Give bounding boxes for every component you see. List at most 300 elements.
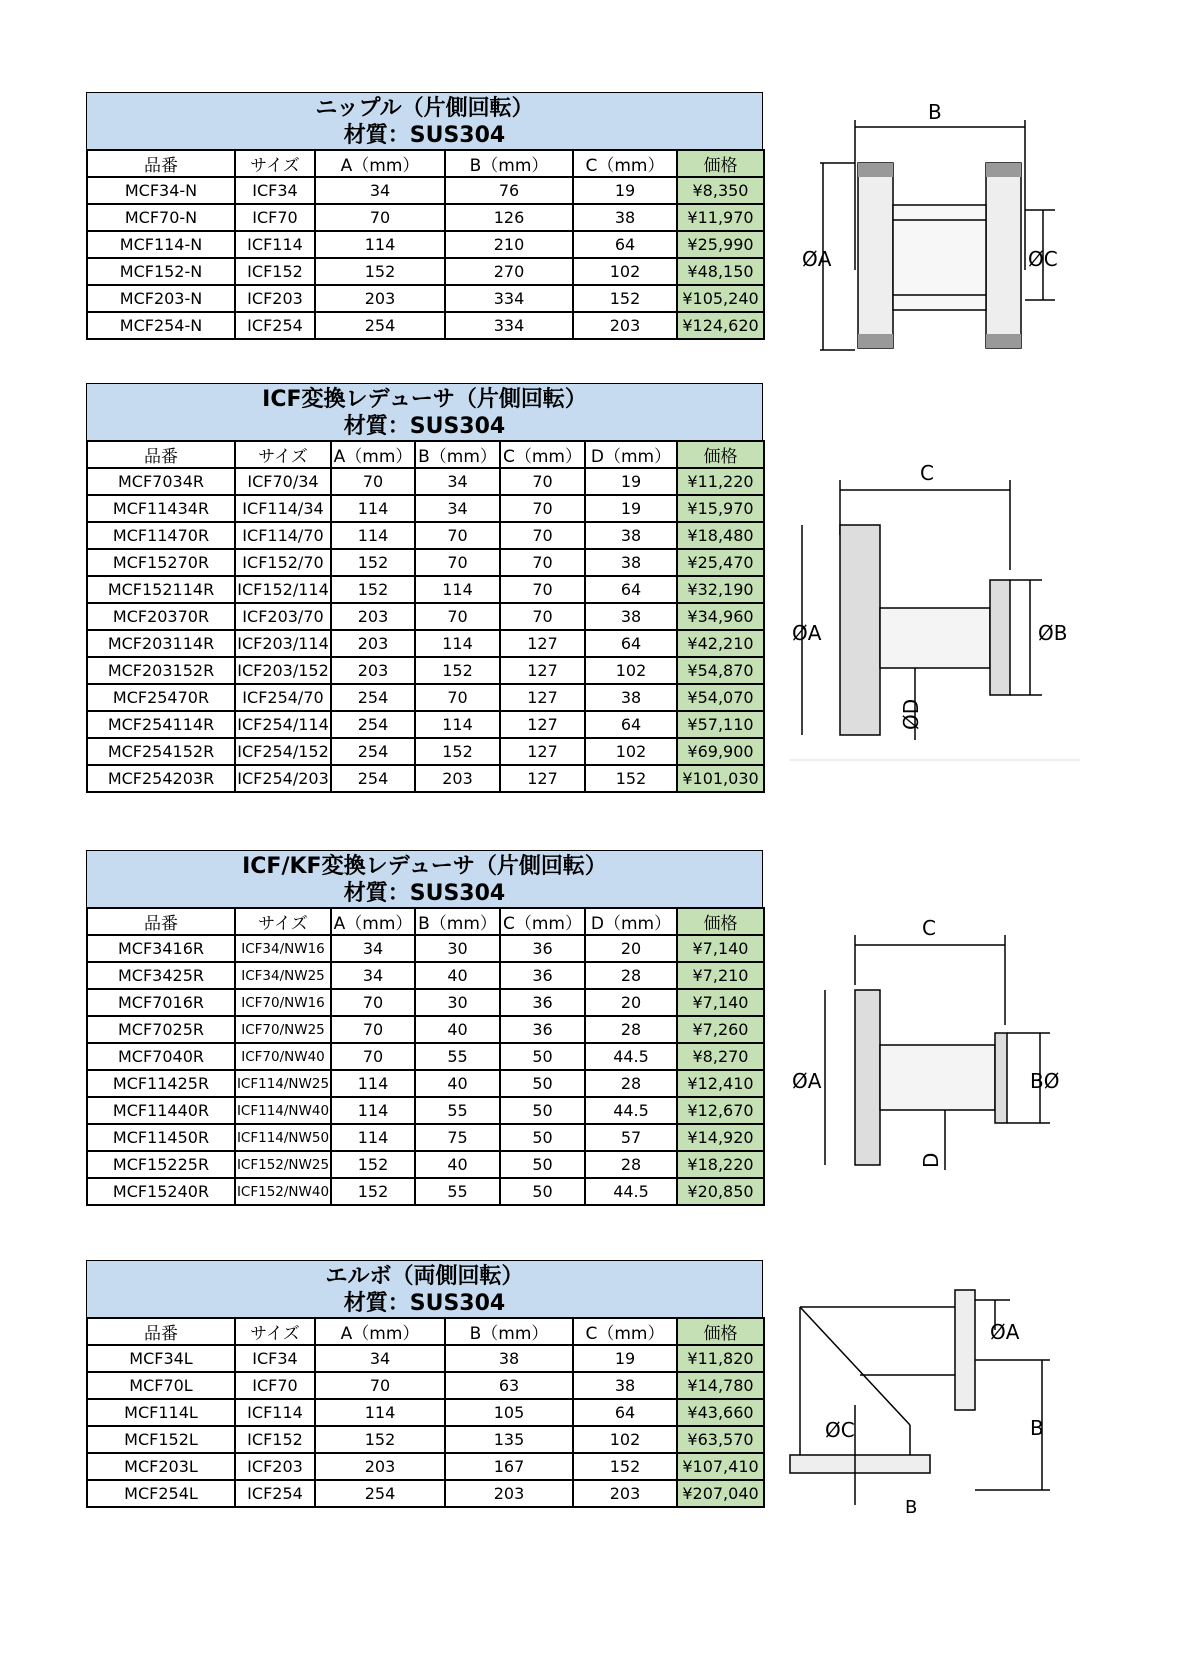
section-icf-kf-reducer: [86, 850, 763, 1206]
table-row: [87, 177, 764, 204]
table-cell: 70: [415, 603, 500, 630]
table-cell: 70: [331, 989, 415, 1016]
price-cell: ¥11,820: [677, 1345, 764, 1372]
table-cell: MCF11440R: [87, 1097, 235, 1124]
table-cell: ICF70/NW40: [235, 1043, 331, 1070]
table-cell: ICF34: [235, 1345, 315, 1372]
table-row: [87, 1178, 764, 1205]
table-cell: 70: [500, 576, 585, 603]
table-cell: 19: [585, 495, 677, 522]
table-cell: 152: [415, 657, 500, 684]
table-cell: ICF114: [235, 231, 315, 258]
table-cell: ICF70/NW25: [235, 1016, 331, 1043]
table-cell: 34: [415, 468, 500, 495]
table-cell: 19: [573, 1345, 677, 1372]
table-cell: MCF70-N: [87, 204, 235, 231]
table-cell: ICF114/70: [235, 522, 331, 549]
table-cell: ICF114: [235, 1399, 315, 1426]
table-cell: ICF70: [235, 1372, 315, 1399]
table-cell: 152: [331, 1151, 415, 1178]
table-row: [87, 603, 764, 630]
title-line1: ICF/KF変換レデューサ（片側回転）: [242, 854, 607, 879]
price-cell: ¥32,190: [677, 576, 764, 603]
table-cell: 19: [585, 468, 677, 495]
table-cell: ICF34/NW16: [235, 935, 331, 962]
table-cell: MCF34L: [87, 1345, 235, 1372]
section-title: [86, 92, 763, 149]
table-row: [87, 935, 764, 962]
table-cell: ICF254/70: [235, 684, 331, 711]
price-cell: ¥7,140: [677, 989, 764, 1016]
table-cell: 114: [331, 1070, 415, 1097]
table-cell: 105: [445, 1399, 573, 1426]
table-cell: 30: [415, 935, 500, 962]
table-row: [87, 285, 764, 312]
table-cell: MCF7016R: [87, 989, 235, 1016]
table-cell: 127: [500, 657, 585, 684]
table-cell: ICF70: [235, 204, 315, 231]
column-header: サイズ: [235, 1318, 315, 1345]
price-cell: ¥8,270: [677, 1043, 764, 1070]
column-header: D（mm）: [585, 441, 677, 468]
column-header: C（mm）: [500, 908, 585, 935]
table-cell: 64: [573, 231, 677, 258]
header-row: [87, 150, 764, 177]
table-cell: 38: [445, 1345, 573, 1372]
label-c: C: [922, 916, 936, 940]
price-cell: ¥20,850: [677, 1178, 764, 1205]
table-cell: MCF15240R: [87, 1178, 235, 1205]
price-cell: ¥7,210: [677, 962, 764, 989]
table-cell: 75: [415, 1124, 500, 1151]
label-c: ØC: [1028, 247, 1058, 271]
table-cell: MCF203-N: [87, 285, 235, 312]
table-cell: 203: [331, 603, 415, 630]
table-cell: MCF3425R: [87, 962, 235, 989]
spec-table: [86, 440, 765, 793]
table-cell: 114: [331, 1097, 415, 1124]
header-row: [87, 908, 764, 935]
label-d: ØD: [899, 698, 923, 730]
table-cell: 270: [445, 258, 573, 285]
price-cell: ¥8,350: [677, 177, 764, 204]
title-line1: ICF変換レデューサ（片側回転）: [262, 387, 587, 412]
table-cell: MCF15225R: [87, 1151, 235, 1178]
table-cell: 114: [331, 495, 415, 522]
label-a: ØA: [802, 247, 832, 271]
table-cell: 152: [573, 285, 677, 312]
table-row: [87, 576, 764, 603]
price-cell: ¥15,970: [677, 495, 764, 522]
table-cell: 102: [573, 258, 677, 285]
table-row: [87, 630, 764, 657]
icf-kf-reducer-diagram: [790, 905, 1090, 1185]
title-line1: エルボ（両側回転）: [325, 1264, 524, 1289]
price-cell: ¥105,240: [677, 285, 764, 312]
table-cell: 70: [331, 1016, 415, 1043]
table-cell: 203: [315, 285, 445, 312]
table-cell: 70: [415, 522, 500, 549]
price-cell: ¥12,410: [677, 1070, 764, 1097]
spec-table: [86, 907, 765, 1206]
label-a: ØA: [792, 621, 822, 645]
table-cell: MCF203152R: [87, 657, 235, 684]
column-header: A（mm）: [331, 908, 415, 935]
table-cell: 70: [500, 495, 585, 522]
table-cell: 64: [585, 576, 677, 603]
column-header: B（mm）: [445, 150, 573, 177]
table-cell: 254: [315, 312, 445, 339]
price-cell: ¥207,040: [677, 1480, 764, 1507]
table-cell: ICF34/NW25: [235, 962, 331, 989]
table-cell: MCF114-N: [87, 231, 235, 258]
table-cell: 40: [415, 1070, 500, 1097]
column-header: C（mm）: [573, 150, 677, 177]
elbow-diagram: [780, 1255, 1080, 1515]
table-cell: 70: [500, 603, 585, 630]
price-cell: ¥34,960: [677, 603, 764, 630]
table-cell: 114: [315, 1399, 445, 1426]
label-d: D: [919, 1152, 943, 1168]
table-cell: MCF25470R: [87, 684, 235, 711]
section-title: [86, 850, 763, 907]
table-cell: 203: [315, 1453, 445, 1480]
table-cell: 44.5: [585, 1043, 677, 1070]
title-line2: 材質：SUS304: [343, 414, 506, 439]
table-cell: 102: [585, 738, 677, 765]
table-cell: 38: [585, 522, 677, 549]
table-cell: MCF15270R: [87, 549, 235, 576]
column-header: B（mm）: [415, 441, 500, 468]
table-cell: 36: [500, 962, 585, 989]
table-cell: 254: [331, 738, 415, 765]
table-cell: 70: [415, 684, 500, 711]
table-cell: ICF34: [235, 177, 315, 204]
price-cell: ¥69,900: [677, 738, 764, 765]
table-row: [87, 962, 764, 989]
table-cell: 203: [573, 312, 677, 339]
table-cell: 114: [315, 231, 445, 258]
table-row: [87, 549, 764, 576]
column-header: 価格: [677, 150, 764, 177]
table-cell: 334: [445, 285, 573, 312]
table-cell: ICF254/152: [235, 738, 331, 765]
table-cell: 114: [331, 1124, 415, 1151]
table-cell: 50: [500, 1043, 585, 1070]
table-cell: 152: [331, 576, 415, 603]
table-cell: 38: [585, 684, 677, 711]
table-cell: 70: [331, 1043, 415, 1070]
table-cell: 50: [500, 1070, 585, 1097]
table-cell: MCF254L: [87, 1480, 235, 1507]
table-cell: 127: [500, 711, 585, 738]
table-cell: 152: [573, 1453, 677, 1480]
price-cell: ¥25,990: [677, 231, 764, 258]
table-cell: 38: [573, 1372, 677, 1399]
table-cell: ICF254/114: [235, 711, 331, 738]
table-row: [87, 231, 764, 258]
table-cell: 34: [315, 1345, 445, 1372]
table-cell: 36: [500, 1016, 585, 1043]
label-b: ØB: [1038, 621, 1068, 645]
table-cell: ICF70/34: [235, 468, 331, 495]
table-cell: 152: [315, 1426, 445, 1453]
price-cell: ¥54,870: [677, 657, 764, 684]
table-cell: 28: [585, 1070, 677, 1097]
table-row: [87, 1426, 764, 1453]
title-line2: 材質：SUS304: [343, 123, 506, 148]
table-cell: 70: [315, 1372, 445, 1399]
table-row: [87, 1151, 764, 1178]
table-cell: 167: [445, 1453, 573, 1480]
table-cell: MCF152L: [87, 1426, 235, 1453]
price-cell: ¥124,620: [677, 312, 764, 339]
table-cell: 44.5: [585, 1097, 677, 1124]
table-cell: MCF152114R: [87, 576, 235, 603]
table-cell: 50: [500, 1097, 585, 1124]
price-cell: ¥25,470: [677, 549, 764, 576]
table-cell: 34: [415, 495, 500, 522]
table-cell: ICF203: [235, 1453, 315, 1480]
table-cell: ICF114/34: [235, 495, 331, 522]
section-elbow: [86, 1260, 763, 1508]
table-row: [87, 1372, 764, 1399]
price-cell: ¥42,210: [677, 630, 764, 657]
table-row: [87, 522, 764, 549]
label-c: C: [920, 461, 934, 485]
table-cell: ICF152/70: [235, 549, 331, 576]
label-c: ØC: [825, 1418, 855, 1442]
column-header: A（mm）: [315, 150, 445, 177]
price-cell: ¥18,220: [677, 1151, 764, 1178]
table-cell: 152: [331, 549, 415, 576]
price-cell: ¥7,260: [677, 1016, 764, 1043]
table-cell: 102: [573, 1426, 677, 1453]
table-cell: 152: [331, 1178, 415, 1205]
table-cell: 76: [445, 177, 573, 204]
table-cell: ICF203/152: [235, 657, 331, 684]
table-row: [87, 1480, 764, 1507]
table-cell: 28: [585, 962, 677, 989]
table-cell: 64: [573, 1399, 677, 1426]
table-cell: 254: [331, 711, 415, 738]
table-cell: 20: [585, 935, 677, 962]
table-cell: MCF114L: [87, 1399, 235, 1426]
table-cell: 50: [500, 1124, 585, 1151]
table-cell: 28: [585, 1016, 677, 1043]
table-row: [87, 1453, 764, 1480]
table-cell: 20: [585, 989, 677, 1016]
column-header: A（mm）: [315, 1318, 445, 1345]
table-row: [87, 1345, 764, 1372]
spec-table: [86, 1317, 765, 1508]
table-cell: MCF254203R: [87, 765, 235, 792]
price-cell: ¥107,410: [677, 1453, 764, 1480]
price-cell: ¥14,780: [677, 1372, 764, 1399]
table-cell: ICF152: [235, 258, 315, 285]
table-row: [87, 1016, 764, 1043]
header-row: [87, 441, 764, 468]
table-cell: MCF3416R: [87, 935, 235, 962]
label-a: ØA: [792, 1069, 822, 1093]
table-cell: MCF254114R: [87, 711, 235, 738]
table-cell: 63: [445, 1372, 573, 1399]
table-cell: ICF203/70: [235, 603, 331, 630]
column-header: サイズ: [235, 441, 331, 468]
table-row: [87, 1043, 764, 1070]
column-header: C（mm）: [573, 1318, 677, 1345]
table-cell: MCF11450R: [87, 1124, 235, 1151]
table-cell: 114: [415, 576, 500, 603]
table-cell: 64: [585, 711, 677, 738]
table-cell: MCF11470R: [87, 522, 235, 549]
table-cell: 135: [445, 1426, 573, 1453]
table-cell: ICF152/NW25: [235, 1151, 331, 1178]
column-header: 品番: [87, 1318, 235, 1345]
table-cell: 40: [415, 1016, 500, 1043]
table-cell: 70: [500, 522, 585, 549]
table-cell: 210: [445, 231, 573, 258]
label-b: BØ: [1030, 1069, 1060, 1093]
header-row: [87, 1318, 764, 1345]
column-header: B（mm）: [415, 908, 500, 935]
table-row: [87, 1399, 764, 1426]
table-cell: 70: [331, 468, 415, 495]
table-row: [87, 495, 764, 522]
price-cell: ¥43,660: [677, 1399, 764, 1426]
column-header: 品番: [87, 150, 235, 177]
table-cell: ICF203: [235, 285, 315, 312]
table-cell: 102: [585, 657, 677, 684]
table-row: [87, 468, 764, 495]
section-title: [86, 1260, 763, 1317]
table-cell: ICF203/114: [235, 630, 331, 657]
table-cell: 50: [500, 1151, 585, 1178]
table-cell: 38: [585, 549, 677, 576]
table-cell: 114: [331, 522, 415, 549]
column-header: A（mm）: [331, 441, 415, 468]
table-cell: 114: [415, 711, 500, 738]
table-cell: MCF11434R: [87, 495, 235, 522]
column-header: C（mm）: [500, 441, 585, 468]
table-row: [87, 738, 764, 765]
table-cell: 70: [415, 549, 500, 576]
table-cell: MCF254-N: [87, 312, 235, 339]
label-a: ØA: [990, 1320, 1020, 1344]
table-cell: 127: [500, 738, 585, 765]
table-cell: 34: [331, 962, 415, 989]
table-cell: MCF152-N: [87, 258, 235, 285]
table-cell: 36: [500, 935, 585, 962]
table-cell: 203: [573, 1480, 677, 1507]
table-cell: 152: [585, 765, 677, 792]
table-cell: MCF254152R: [87, 738, 235, 765]
title-line2: 材質：SUS304: [343, 881, 506, 906]
nipple-diagram: [800, 95, 1070, 365]
label-b-bottom: B: [905, 1497, 918, 1515]
column-header: サイズ: [235, 150, 315, 177]
price-cell: ¥63,570: [677, 1426, 764, 1453]
table-row: [87, 1124, 764, 1151]
table-cell: 254: [331, 684, 415, 711]
price-cell: ¥54,070: [677, 684, 764, 711]
table-cell: 34: [331, 935, 415, 962]
column-header: 品番: [87, 441, 235, 468]
column-header: 価格: [677, 908, 764, 935]
table-cell: MCF7040R: [87, 1043, 235, 1070]
table-cell: ICF152/NW40: [235, 1178, 331, 1205]
table-cell: MCF7034R: [87, 468, 235, 495]
table-cell: 114: [415, 630, 500, 657]
table-cell: ICF70/NW16: [235, 989, 331, 1016]
table-cell: MCF11425R: [87, 1070, 235, 1097]
table-cell: ICF152: [235, 1426, 315, 1453]
table-cell: 19: [573, 177, 677, 204]
column-header: サイズ: [235, 908, 331, 935]
price-cell: ¥57,110: [677, 711, 764, 738]
table-cell: ICF114/NW25: [235, 1070, 331, 1097]
column-header: D（mm）: [585, 908, 677, 935]
table-cell: 126: [445, 204, 573, 231]
table-cell: 203: [331, 630, 415, 657]
table-row: [87, 657, 764, 684]
table-cell: 28: [585, 1151, 677, 1178]
table-cell: MCF203L: [87, 1453, 235, 1480]
table-cell: 70: [500, 468, 585, 495]
table-cell: 36: [500, 989, 585, 1016]
table-cell: ICF114/NW40: [235, 1097, 331, 1124]
table-cell: MCF203114R: [87, 630, 235, 657]
table-row: [87, 711, 764, 738]
section-nipple: [86, 92, 763, 340]
table-cell: 127: [500, 630, 585, 657]
table-cell: 55: [415, 1178, 500, 1205]
table-cell: MCF34-N: [87, 177, 235, 204]
section-title: [86, 383, 763, 440]
table-cell: ICF114/NW50: [235, 1124, 331, 1151]
table-cell: MCF70L: [87, 1372, 235, 1399]
table-cell: 203: [445, 1480, 573, 1507]
title-line2: 材質：SUS304: [343, 1291, 506, 1316]
column-header: B（mm）: [445, 1318, 573, 1345]
table-cell: 254: [331, 765, 415, 792]
price-cell: ¥11,220: [677, 468, 764, 495]
price-cell: ¥48,150: [677, 258, 764, 285]
table-row: [87, 765, 764, 792]
section-icf-reducer: [86, 383, 763, 793]
table-cell: 152: [315, 258, 445, 285]
table-row: [87, 1070, 764, 1097]
table-cell: 152: [415, 738, 500, 765]
table-cell: MCF20370R: [87, 603, 235, 630]
price-cell: ¥14,920: [677, 1124, 764, 1151]
table-cell: 127: [500, 765, 585, 792]
table-cell: ICF152/114: [235, 576, 331, 603]
price-cell: ¥11,970: [677, 204, 764, 231]
table-cell: 203: [331, 657, 415, 684]
column-header: 品番: [87, 908, 235, 935]
table-cell: 34: [315, 177, 445, 204]
table-cell: 44.5: [585, 1178, 677, 1205]
table-cell: 50: [500, 1178, 585, 1205]
table-row: [87, 684, 764, 711]
table-row: [87, 258, 764, 285]
label-b-right: B: [1030, 1416, 1044, 1440]
column-header: 価格: [677, 441, 764, 468]
spec-table: [86, 149, 765, 340]
table-cell: 203: [415, 765, 500, 792]
table-row: [87, 312, 764, 339]
